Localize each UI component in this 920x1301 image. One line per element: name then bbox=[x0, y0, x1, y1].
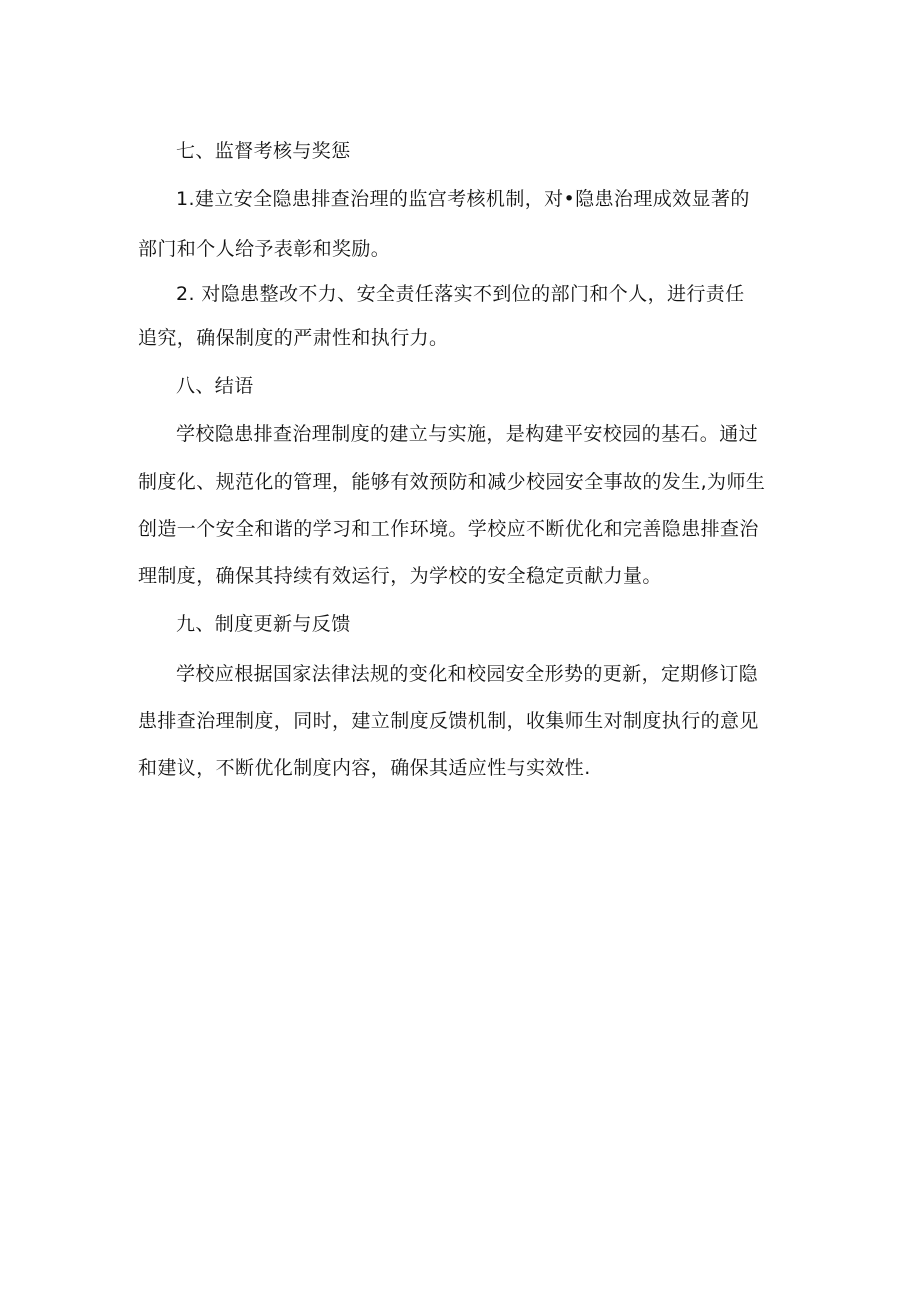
paragraph-line: 部门和个人给予表彰和奖励。 bbox=[138, 238, 391, 260]
paragraph-line: 患排查治理制度，同时，建立制度反馈机制，收集师生对制度执行的意见 bbox=[138, 710, 759, 732]
paragraph-line: 制度化、规范化的管理，能够有效预防和减少校园安全事故的发生,为师生 bbox=[138, 471, 766, 493]
paragraph-line: 追究，确保制度的严肃性和执行力。 bbox=[138, 327, 449, 349]
paragraph-line: 学校应根据国家法律法规的变化和校园安全形势的更新，定期修订隐 bbox=[176, 663, 759, 685]
section-heading-9: 九、制度更新与反馈 bbox=[176, 613, 351, 635]
paragraph-line: 和建议，不断优化制度内容，确保其适应性与实效性. bbox=[138, 757, 591, 779]
paragraph-line: 理制度，确保其持续有效运行，为学校的安全稳定贡献力量。 bbox=[138, 565, 662, 587]
paragraph-line: 学校隐患排查治理制度的建立与实施，是构建平安校园的基石。通过 bbox=[176, 423, 759, 445]
paragraph-line: 创造一个安全和谐的学习和工作环境。学校应不断优化和完善隐患排查治 bbox=[138, 518, 759, 540]
section-heading-8: 八、结语 bbox=[176, 375, 254, 397]
section-heading-7: 七、监督考核与奖惩 bbox=[176, 140, 351, 162]
paragraph-line: 2. 对隐患整改不力、安全责任落实不到位的部门和个人，进行责任 bbox=[176, 283, 745, 305]
paragraph-line: 1.建立安全隐患排查治理的监宫考核机制，对•隐患治理成效显著的 bbox=[176, 188, 750, 210]
